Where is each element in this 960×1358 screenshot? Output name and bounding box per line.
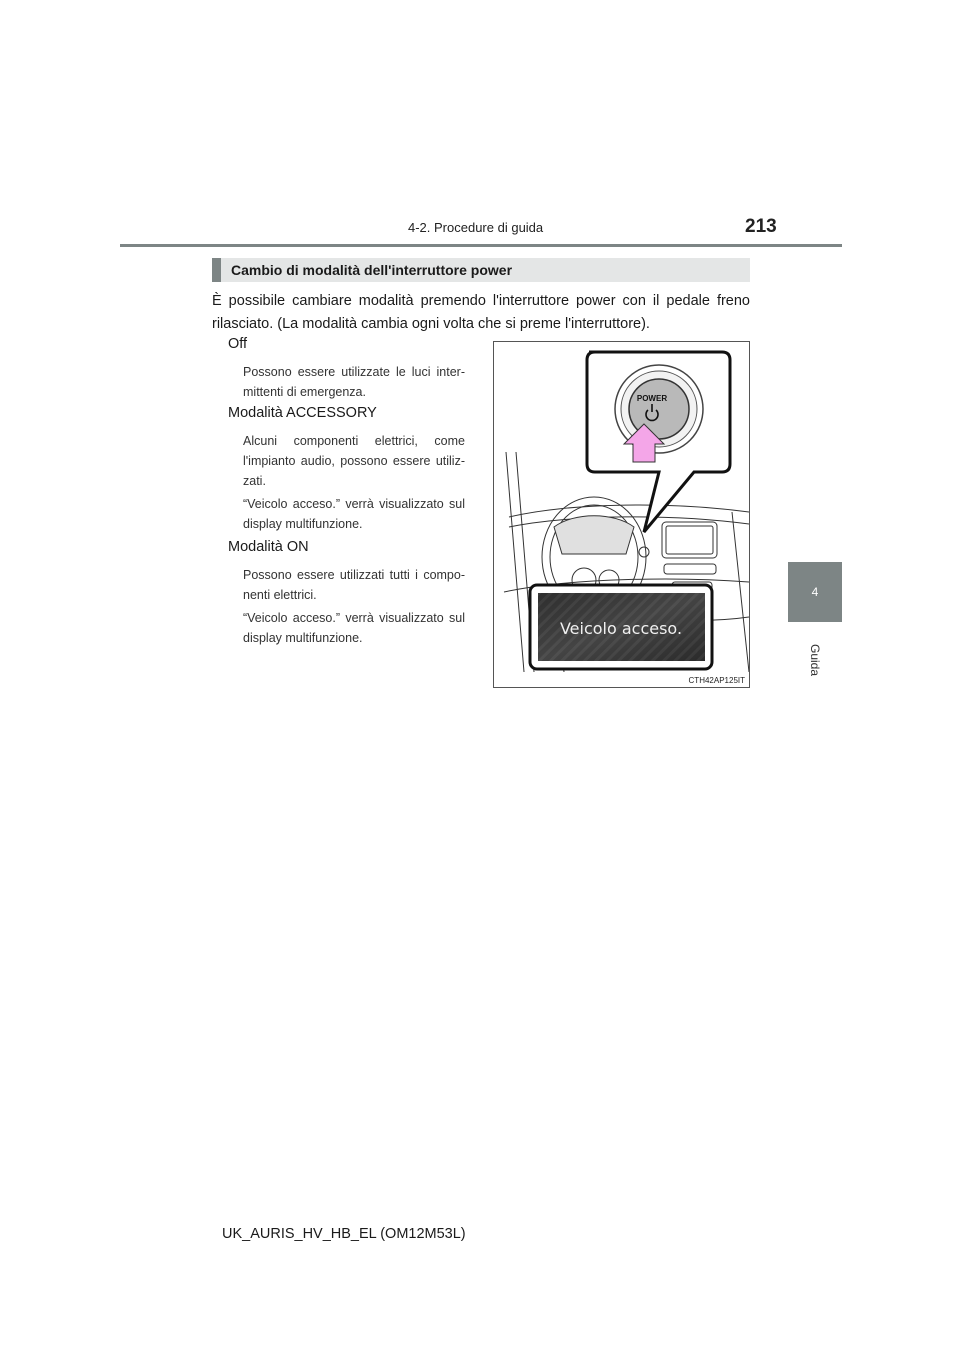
dashboard-figure [493, 341, 750, 688]
display-message: Veicolo acceso. [559, 619, 683, 638]
chapter-tab[interactable] [788, 562, 842, 622]
intro-paragraph: È possibile cambiare modalità premendo l'interruttore power con il pedale freno rilasciato. (La modalità cambia ogni volta che si preme l'interruttore). [212, 293, 750, 332]
page-number: 213 [745, 216, 777, 237]
chapter-label: Guida [808, 643, 822, 677]
dashboard-illustration [494, 342, 749, 687]
mode-accessory-paragraph-1: Alcuni componenti elettrici, come l'impianto audio, possono essere utiliz-zati. [243, 434, 465, 488]
header-rule [120, 244, 842, 247]
power-button-label: POWER [636, 394, 668, 403]
mode-on-paragraph-2: “Veicolo acceso.” verrà visualizzato sul display multifunzione. [243, 611, 465, 645]
section-heading [212, 258, 750, 282]
mode-title-accessory: Modalità ACCESSORY [228, 405, 377, 421]
mode-title-on: Modalità ON [228, 539, 309, 555]
chapter-number: 4 [811, 585, 819, 599]
header-section-title: 4-2. Procedure di guida [408, 220, 544, 235]
section-heading-text: Cambio di modalità dell'interruttore power [231, 262, 513, 278]
mode-title-off: Off [228, 336, 248, 352]
footer-document-code: UK_AURIS_HV_HB_EL (OM12M53L) [222, 1226, 466, 1242]
mode-off-paragraph: Possono essere utilizzate le luci inter-mittenti di emergenza. [243, 365, 465, 399]
section-heading-bar [212, 258, 221, 282]
mode-accessory-paragraph-2: “Veicolo acceso.” verrà visualizzato sul display multifunzione. [243, 497, 465, 531]
figure-code: CTH42AP125IT [688, 676, 745, 685]
mode-on-paragraph-1: Possono essere utilizzati tutti i compo-nenti elettrici. [243, 568, 465, 602]
